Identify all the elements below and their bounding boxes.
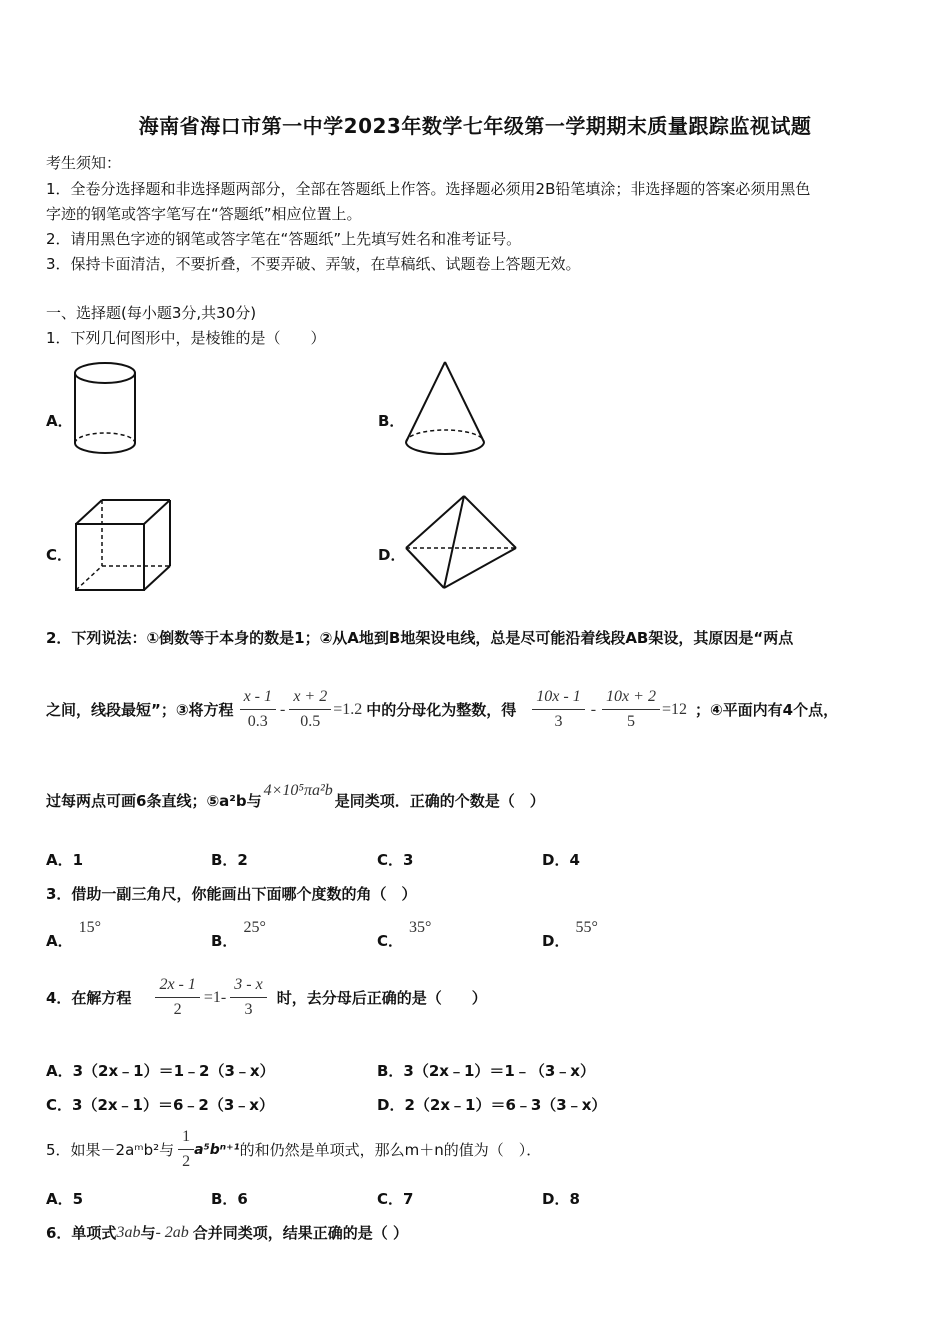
q4-option-c[interactable]: C．3（2x﹣1）＝6﹣2（3﹣x）: [46, 1096, 274, 1114]
q4-option-b[interactable]: B．3（2x﹣1）＝1﹣（3﹣x）: [377, 1062, 595, 1080]
q3-option-c[interactable]: C．35°: [377, 919, 432, 950]
cube-icon: [72, 496, 176, 594]
q5-stem-pre: 5．如果－2aᵐb²与: [46, 1141, 175, 1159]
cone-icon: [402, 358, 488, 462]
q2-term-b: 4×10⁵πa²b: [263, 781, 333, 799]
q2-line-2-pre: 之间，线段最短”；③将方程: [46, 701, 234, 719]
q4-option-d[interactable]: D．2（2x﹣1）＝6﹣3（3﹣x）: [377, 1096, 607, 1114]
q2-line-3-post: 是同类项．正确的个数是（ ）: [334, 792, 545, 810]
q6-stem-post: 合并同类项，结果正确的是（ ）: [192, 1224, 409, 1242]
q2-fraction-2: $\frac{x + 2}{0.5}$: [289, 688, 331, 731]
notice-item-3: 3．保持卡面清洁，不要折叠，不要弄破、弄皱，在草稿纸、试题卷上答题无效。: [46, 255, 581, 273]
q4-fraction-2: $\frac{3 - x}{3}$: [230, 976, 266, 1019]
notice-item-1: 1．全卷分选择题和非选择题两部分，全部在答题纸上作答。选择题必须用2B铅笔填涂；非选择题的答案必须用黑色: [46, 180, 811, 198]
q2-line-2-post: ；④平面内有4个点，: [694, 701, 839, 719]
q2-fraction-1: $\frac{x - 1}{0.3}$: [240, 688, 276, 731]
q2-line-2-mid: 中的分母化为整数，得: [366, 701, 517, 719]
q3-option-d[interactable]: D．55°: [542, 919, 598, 950]
q6-stem-pre: 6．单项式: [46, 1224, 117, 1242]
section-heading: 一、选择题(每小题3分,共30分): [46, 304, 257, 322]
q2-term-a: a²b: [219, 791, 247, 810]
q1-option-d-label[interactable]: D．: [378, 546, 406, 564]
q2-eq2-rhs: =12: [661, 700, 687, 718]
q2-line-1: 2．下列说法：①倒数等于本身的数是1；②从A地到B地架设电线，总是尽可能沿着线段AB架设，其原因是“两点: [46, 629, 794, 647]
cylinder-icon: [70, 360, 140, 460]
q2-fraction-4: $\frac{10x + 2}{5}$: [602, 688, 660, 731]
q5-term: a⁵bⁿ⁺¹: [194, 1141, 240, 1158]
q5-option-a[interactable]: A．5: [46, 1190, 84, 1208]
q2-option-c[interactable]: C．3: [377, 851, 414, 869]
q1-option-a-label[interactable]: A．: [46, 412, 73, 430]
q1-option-b-label[interactable]: B．: [378, 412, 405, 430]
q1-stem: 1．下列几何图形中，是棱锥的是（ ）: [46, 329, 326, 347]
q2-fraction-3: $\frac{10x - 1}{3}$: [532, 688, 584, 731]
q3-option-b[interactable]: B．25°: [211, 919, 266, 950]
q5-option-b[interactable]: B．6: [211, 1190, 248, 1208]
q5-stem-post: 的和仍然是单项式，那么m＋n的值为（ ）．: [239, 1141, 542, 1159]
pyramid-icon: [402, 492, 522, 594]
q2-option-b[interactable]: B．2: [211, 851, 248, 869]
page-title: 海南省海口市第一中学2023年数学七年级第一学期期末质量跟踪监视试题: [138, 114, 812, 138]
q5-option-c[interactable]: C．7: [377, 1190, 414, 1208]
q3-stem: 3．借助一副三角尺，你能画出下面哪个度数的角（ ）: [46, 885, 417, 903]
q2-and: 与: [246, 792, 262, 810]
q2-eq1-rhs: =1.2: [333, 700, 363, 718]
q2-option-d[interactable]: D．4: [542, 851, 580, 869]
q6-term-1: 3ab: [116, 1223, 141, 1241]
q4-stem-pre: 4．在解方程: [46, 989, 132, 1007]
q5-fraction: $\frac{1}{2}$: [178, 1128, 194, 1171]
notice-item-1-cont: 字迹的钢笔或答字笔写在“答题纸”相应位置上。: [46, 205, 362, 223]
notice-item-2: 2．请用黑色字迹的钢笔或答字笔在“答题纸”上先填写姓名和准考证号。: [46, 230, 522, 248]
q2-line-3-pre: 过每两点可画6条直线；⑤: [46, 792, 220, 810]
q4-fraction-1: $\frac{2x - 1}{2}$: [155, 976, 199, 1019]
q4-mid: =1-: [203, 988, 227, 1006]
q1-option-c-label[interactable]: C．: [46, 546, 73, 564]
q2-option-a[interactable]: A．1: [46, 851, 84, 869]
q2-minus-1: -: [280, 700, 286, 718]
q6-mid: 与: [140, 1224, 156, 1242]
notice-heading: 考生须知：: [46, 154, 122, 172]
q5-option-d[interactable]: D．8: [542, 1190, 580, 1208]
q4-stem-post: 时，去分母后正确的是（ ）: [276, 989, 487, 1007]
q6-term-2: - 2ab: [155, 1223, 189, 1241]
q4-option-a[interactable]: A．3（2x﹣1）＝1﹣2（3﹣x）: [46, 1062, 275, 1080]
q2-minus-2: -: [590, 700, 597, 718]
q3-option-a[interactable]: A．15°: [46, 919, 102, 950]
